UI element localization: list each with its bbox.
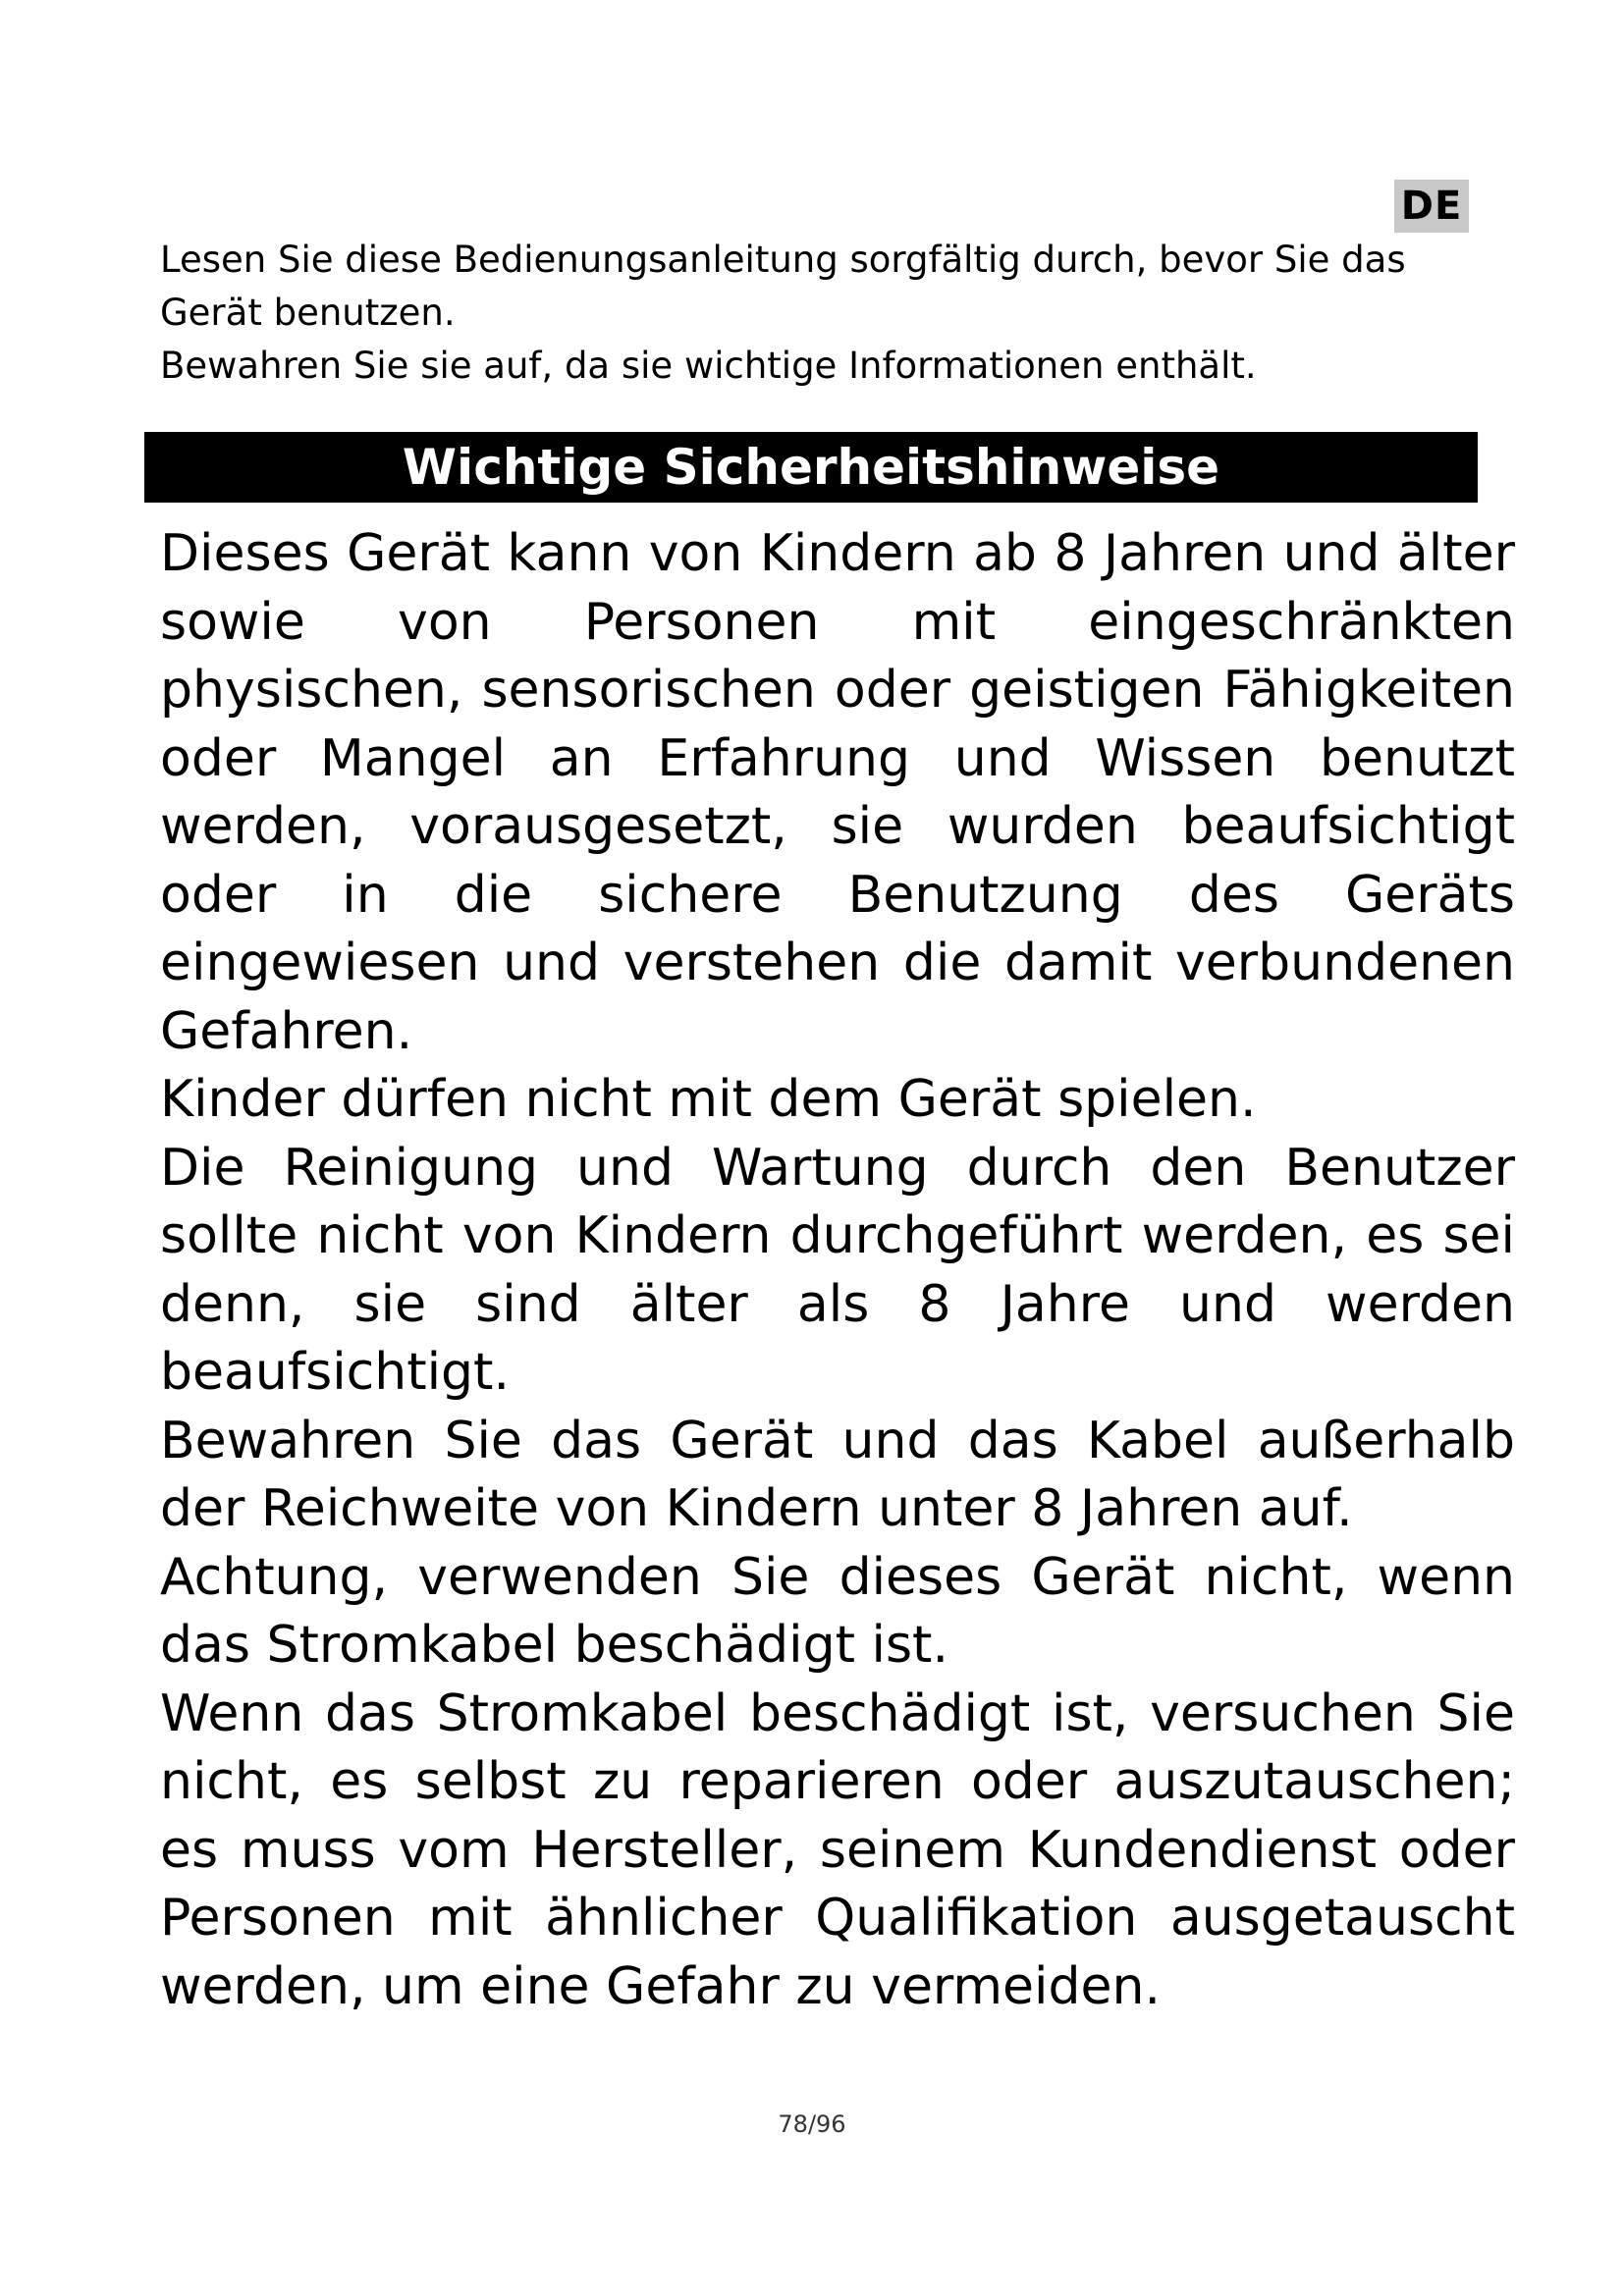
paragraph-3: Die Reinigung und Wartung durch den Benutzer sollte nicht von Kindern durchgeführt werden, es sei denn, sie sind älter als 8 Jahre und werden beaufsichtigt. xyxy=(160,1138,1515,1402)
intro-text xyxy=(160,234,1486,393)
paragraph-5: Achtung, verwenden Sie dieses Gerät nicht, wenn das Stromkabel beschädigt ist. xyxy=(160,1547,1515,1675)
page-number: 78/96 xyxy=(778,2110,846,2138)
section-title: Wichtige Sicherheitshinweise xyxy=(144,432,1478,503)
paragraph-6: Wenn das Stromkabel beschädigt ist, versuchen Sie nicht, es selbst zu reparieren oder auszutauschen; es muss vom Hersteller, seinem Kundendienst oder Personen mit ähnlicher Qualifikation ausgetauscht werden, um eine Gefahr zu vermeiden. xyxy=(160,1683,1515,2016)
paragraph-4: Bewahren Sie das Gerät und das Kabel außerhalb der Reichweite von Kindern unter 8 Jahren auf. xyxy=(160,1411,1515,1538)
intro-line-1: Lesen Sie diese Bedienungsanleitung sorgfältig durch, bevor Sie das Gerät benutzen. xyxy=(160,239,1406,334)
paragraph-2: Kinder dürfen nicht mit dem Gerät spielen. xyxy=(160,1070,1257,1129)
language-badge: DE xyxy=(1394,180,1469,233)
paragraph-1: Dieses Gerät kann von Kindern ab 8 Jahren und älter sowie von Personen mit eingeschränkten physischen, sensorischen oder geistigen Fähigkeiten oder Mangel an Erfahrung und Wissen benutzt werden, vorausgesetzt, sie wurden beaufsichtigt oder in die sichere Benutzung des Geräts eingewiesen und verstehen die damit verbundenen Gefahren. xyxy=(160,524,1515,1061)
intro-line-2: Bewahren Sie sie auf, da sie wichtige Informationen enthält. xyxy=(160,345,1257,387)
safety-instructions xyxy=(160,520,1515,2021)
